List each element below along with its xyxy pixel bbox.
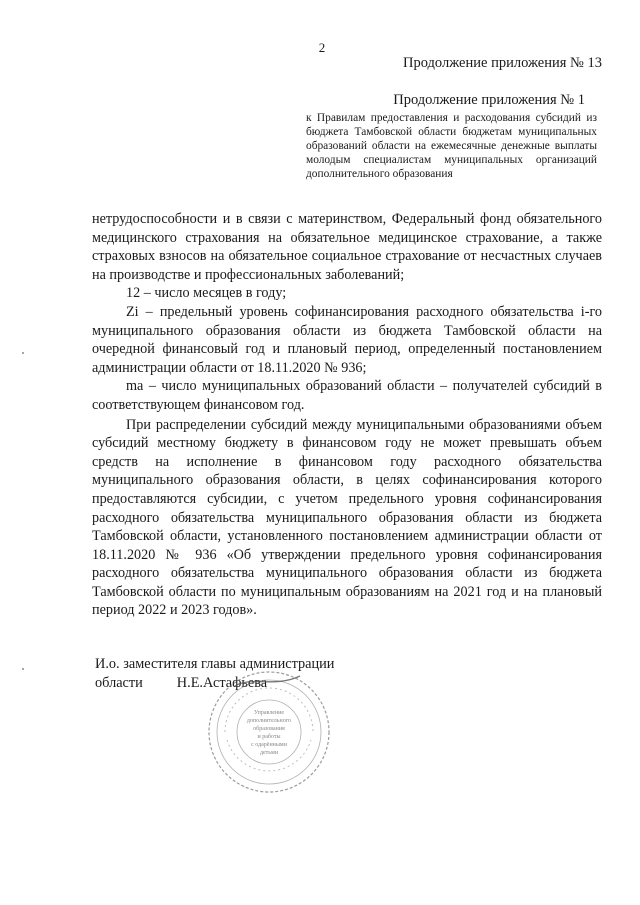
official-seal-stamp [205,668,333,796]
appendix-13-continuation: Продолжение приложения № 13 [403,55,602,71]
document-body [92,210,602,620]
paragraph-2: 12 – число месяцев в году; [126,285,287,302]
signatory-name: Н.Е.Астафьева [176,675,268,691]
scan-speck [22,352,24,354]
stamp-line-6: детьми [259,750,279,756]
signatory-region: области [95,675,143,691]
signatory-title: И.о. заместителя главы администрации [95,656,335,672]
symbol-zi: Zi [126,303,139,320]
stamp-line-3: образования [253,726,285,732]
paragraph-5: При распределении субсидий между муниципальными образованиями объем субсидий местному бюджету в финансовом году не может превышать объем средств на исполнение в финансовом году расходного обязательства муниципального образования области, в целях софинансирования которого предоставляются субсидии, с учетом предельного уровня софинансирования расходного обязательства муниципального образования области из бюджета Тамбовской области, установленного постановлением администрации области от 18.11.2020 № 936 «Об утверждении предельного уровня софинансирования расходного обязательства муниципального образования области из бюджета Тамбовской области по муниципальным образованиям на 2021 год и на плановый период 2022 и 2023 годов». [92,416,602,619]
scan-speck [22,668,24,670]
paragraph-4 [92,377,602,414]
rules-reference: к Правилам предоставления и расходования субсидий из бюджета Тамбовской области бюджетам муниципальных образований области на ежемесячные денежные выплаты молодым специалистам муниципальных организаций дополнительного образования [306,112,597,180]
paragraph-3 [92,303,602,377]
stamp-line-2: дополнительного [246,718,292,724]
stamp-line-1: Управление [253,710,285,716]
symbol-ma: ma [126,378,144,395]
stamp-line-5: с одарёнными [251,742,287,748]
paragraph-3-text: – предельный уровень софинансирования расходного обязательства i-го муниципального образования области из бюджета Тамбовской области на очередной финансовый год и плановый период, определенный постановлением администрации области от 18.11.2020 № 936; [92,303,602,376]
page-number: 2 [318,40,326,55]
paragraph-4-text: – число муниципальных образований области – получателей субсидий в соответствующем финансовом год. [92,378,602,413]
appendix-1-continuation: Продолжение приложения № 1 [393,92,585,108]
paragraph-1: нетрудоспособности и в связи с материнством, Федеральный фонд обязательного медицинского страхования на обязательное медицинское страхование, а также страховых взносов на обязательное социальное страхование от несчастных случаев на производстве и профессиональных заболеваний; [92,211,602,283]
stamp-line-4: и работы [257,734,281,740]
